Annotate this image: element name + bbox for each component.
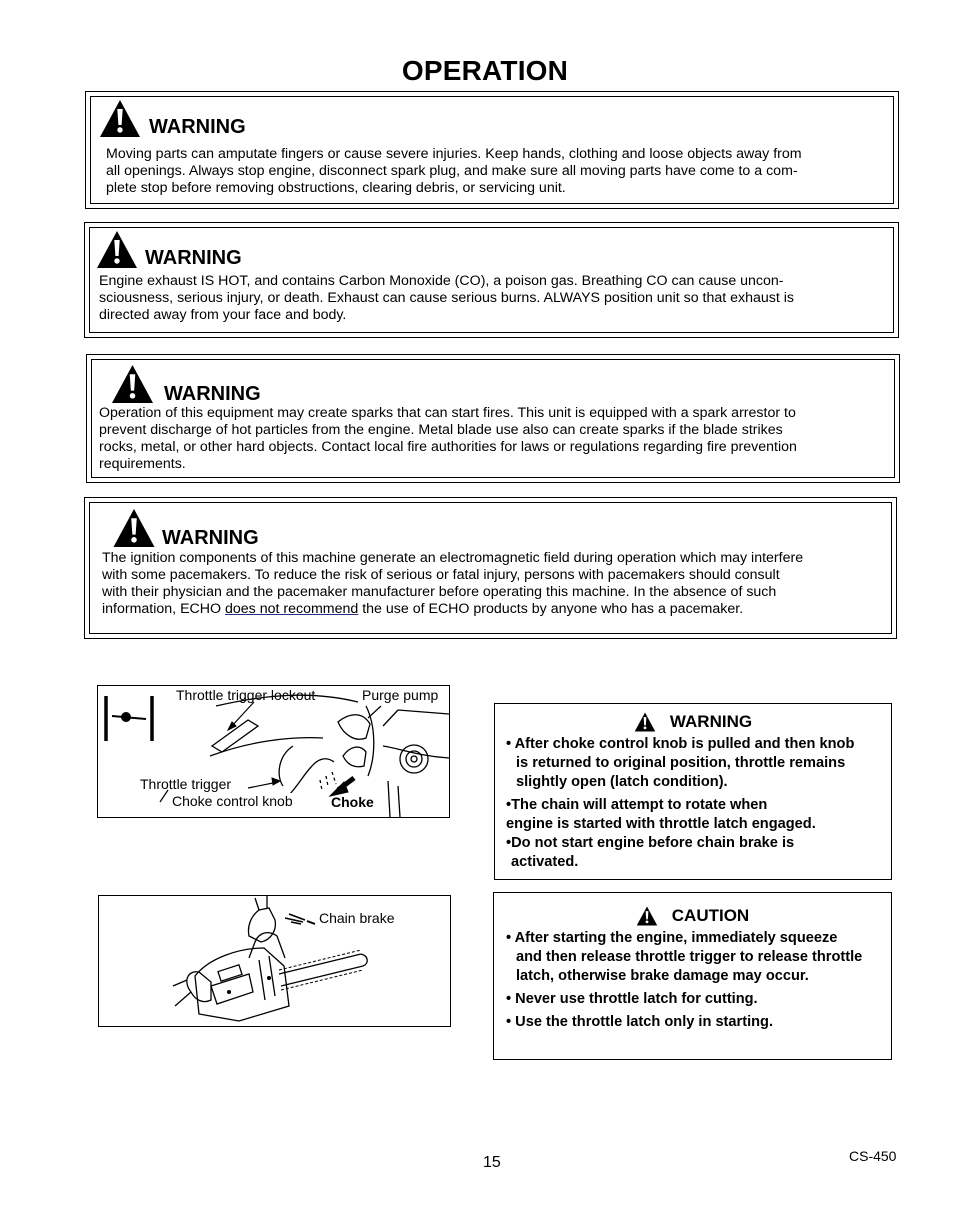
text-line	[102, 601, 803, 618]
label-choke: Choke	[331, 794, 374, 810]
text-line: prevent discharge of hot particles from the engine. Metal blade use also can create sparks if the blade strikes	[99, 422, 783, 438]
text-line: Moving parts can amputate fingers or cause severe injuries. Keep hands, clothing and loose objects away from	[106, 146, 802, 162]
note-heading-text: WARNING	[669, 712, 753, 731]
warning-heading-text: WARNING	[162, 527, 259, 549]
note-caution-heading	[494, 906, 891, 926]
note-warning-box	[494, 703, 892, 880]
text-line: all openings. Always stop engine, disconnect spark plug, and make sure all moving parts have come to a com-	[106, 163, 798, 179]
warning-triangle-icon	[636, 906, 658, 926]
figure-chain-brake	[98, 895, 451, 1027]
warning-triangle-icon	[112, 508, 156, 548]
text-line: Operation of this equipment may create sparks that can start fires. This unit is equipped with a spark arrestor to	[99, 405, 796, 421]
warning-triangle-icon	[634, 712, 656, 732]
label-chain-brake: Chain brake	[319, 910, 395, 926]
text-line: with their physician and the pacemaker manufacturer before operating this machine. In the absence of such	[102, 584, 777, 600]
warning-heading-2	[95, 230, 242, 269]
text-segment: the use of ECHO products by anyone who has a pacemaker.	[358, 601, 744, 617]
warning-heading-text: WARNING	[164, 383, 261, 405]
warning-triangle-icon	[110, 364, 155, 404]
text-line: The ignition components of this machine generate an electromagnetic field during operation which may interfere	[102, 550, 804, 566]
note-line: •Do not start engine before chain brake is	[506, 835, 795, 851]
warning-heading-4	[112, 508, 259, 548]
label-choke-control-knob: Choke control knob	[172, 793, 293, 809]
note-line: latch, otherwise brake damage may occur.	[516, 968, 809, 984]
warning-heading-text: WARNING	[145, 247, 242, 269]
model-number: CS-450	[849, 1148, 897, 1164]
note-line: • After choke control knob is pulled and then knob	[506, 736, 855, 752]
text-line: with some pacemakers. To reduce the risk of serious or fatal injury, persons with pacemakers should consult	[102, 567, 780, 583]
note-line: activated.	[511, 854, 579, 870]
warning-heading-3	[110, 364, 261, 404]
warning-triangle-icon	[95, 230, 139, 269]
note-line: •The chain will attempt to rotate when	[506, 797, 768, 813]
text-line: Engine exhaust IS HOT, and contains Carbon Monoxide (CO), a poison gas. Breathing CO can cause uncon-	[99, 273, 784, 289]
warning-heading-text: WARNING	[149, 116, 246, 138]
note-line: and then release throttle trigger to release throttle	[516, 949, 863, 965]
label-throttle-trigger: Throttle trigger	[140, 776, 232, 792]
warning-text-moving-parts	[106, 146, 802, 197]
note-heading-text: CAUTION	[671, 906, 750, 925]
text-line: directed away from your face and body.	[99, 307, 347, 323]
text-segment: information, ECHO	[102, 601, 225, 617]
text-line: rocks, metal, or other hard objects. Contact local fire authorities for laws or regulations regarding fire prevention	[99, 439, 797, 455]
note-warning-heading	[495, 712, 891, 732]
label-purge-pump: Purge pump	[362, 687, 439, 703]
figure-throttle-controls	[97, 685, 450, 818]
text-line: requirements.	[99, 456, 186, 472]
note-line: • Use the throttle latch only in starting.	[506, 1014, 774, 1030]
text-line: sciousness, serious injury, or death. Exhaust can cause serious burns. ALWAYS position unit so that exhaust is	[99, 290, 795, 306]
text-line: plete stop before removing obstructions, clearing debris, or servicing unit.	[106, 180, 566, 196]
note-line: • After starting the engine, immediately squeeze	[506, 930, 838, 946]
chain-brake-illustration	[99, 896, 450, 1026]
warning-heading-1	[99, 99, 246, 138]
note-line: slightly open (latch condition).	[516, 774, 728, 790]
note-caution-box	[493, 892, 892, 1060]
note-line: is returned to original position, throttle remains	[516, 755, 846, 771]
warning-text-pacemaker	[102, 550, 803, 618]
warning-text-exhaust	[99, 273, 794, 324]
note-line: • Never use throttle latch for cutting.	[506, 991, 758, 1007]
choke-symbol-icon	[106, 696, 152, 741]
page-title: OPERATION	[401, 55, 569, 86]
note-line: engine is started with throttle latch engaged.	[506, 816, 816, 832]
page-number: 15	[483, 1154, 501, 1171]
label-throttle-trigger-lockout: Throttle trigger lockout	[176, 687, 316, 703]
warning-triangle-icon	[99, 99, 141, 138]
warning-text-sparks	[99, 405, 797, 473]
underlined-text: does not recommend	[225, 601, 359, 617]
